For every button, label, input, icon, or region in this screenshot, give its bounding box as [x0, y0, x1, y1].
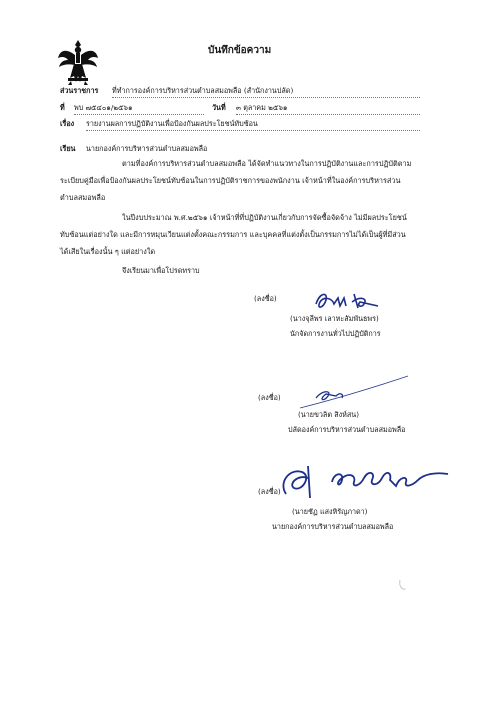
body-p2-line2: ทับซ้อนแต่อย่างใด และมีการหมุนเวียนแต่งตั้งคณะกรรมการ และบุคคลที่แต่งตั้งเป็นกรรมการไม่ได้เป็นผู้ที่มีส่วน — [60, 230, 406, 239]
garuda-emblem-icon — [56, 38, 100, 86]
signature-2-image — [292, 372, 412, 412]
signature-1-image — [312, 288, 384, 314]
sign-label-3: (ลงชื่อ) — [258, 487, 281, 496]
signer-2-name: (นายขวลิต สิงห์สน) — [298, 410, 360, 419]
ref-label: ที่ — [60, 103, 65, 112]
body-p2-line3: ได้เสียในเรื่องนั้น ๆ แต่อย่างใด — [60, 247, 156, 256]
sign-label-2: (ลงชื่อ) — [258, 393, 281, 402]
signer-1-position: นักจัดการงานทั่วไปปฏิบัติการ — [290, 329, 381, 338]
signer-3-position: นายกองค์การบริหารส่วนตำบลสมอพลือ — [272, 522, 394, 531]
signer-2-position: ปลัดองค์การบริหารส่วนตำบลสมอพลือ — [288, 425, 406, 434]
closing-text: จึงเรียนมาเพื่อโปรดทราบ — [122, 266, 200, 275]
body-p1-line2: ระเบียบคู่มือเพื่อป้องกันผลประโยชน์ทับซ้อนในการปฏิบัติราชการของพนักงาน เจ้าหน้าที่ในองค์การบริหารส่วน — [60, 176, 401, 185]
subject-label: เรื่อง — [60, 119, 75, 128]
date-label: วันที่ — [212, 103, 226, 112]
subject-value: รายงานผลการปฏิบัติงานเพื่อป้องกันผลประโยชน์ทับซ้อน — [86, 119, 420, 131]
date-value: ๓ ตุลาคม ๒๕๖๑ — [236, 103, 420, 115]
ref-value: พบ ๗๕๔๐๑/๒๕๖๑ — [74, 103, 204, 115]
signer-1-name: (นางจุลีพร เลาหะสัมพันธพร) — [290, 314, 379, 323]
body-p1-line1: ตามที่องค์การบริหารส่วนตำบลสมอพลือ ได้จัดทำแนวทางในการปฏิบัติงานและการปฏิบัติตาม — [122, 159, 412, 168]
body-p1-line3: ตำบลสมอพลือ — [60, 193, 106, 202]
body-p2-line1: ในปีงบประมาณ พ.ศ.๒๕๖๑ เจ้าหน้าที่ที่ปฏิบัติงานเกี่ยวกับการจัดซื้อจัดจ้าง ไม่มีผลประโยชน์ — [122, 213, 407, 222]
sign-label-1: (ลงชื่อ) — [254, 294, 277, 303]
signer-3-name: (นายชัฏ แสงหิรัญภาดา) — [292, 507, 368, 516]
agency-label: ส่วนราชการ — [60, 86, 99, 95]
agency-value: ที่ทำการองค์การบริหารส่วนตำบลสมอพลือ (สำนักงานปลัด) — [112, 86, 420, 98]
to-label: เรียน — [60, 144, 76, 153]
signature-3-image — [272, 458, 460, 504]
to-value: นายกองค์การบริหารส่วนตำบลสมอพลือ — [86, 144, 208, 153]
memo-title: บันทึกข้อความ — [208, 45, 272, 56]
stray-mark — [398, 578, 408, 592]
